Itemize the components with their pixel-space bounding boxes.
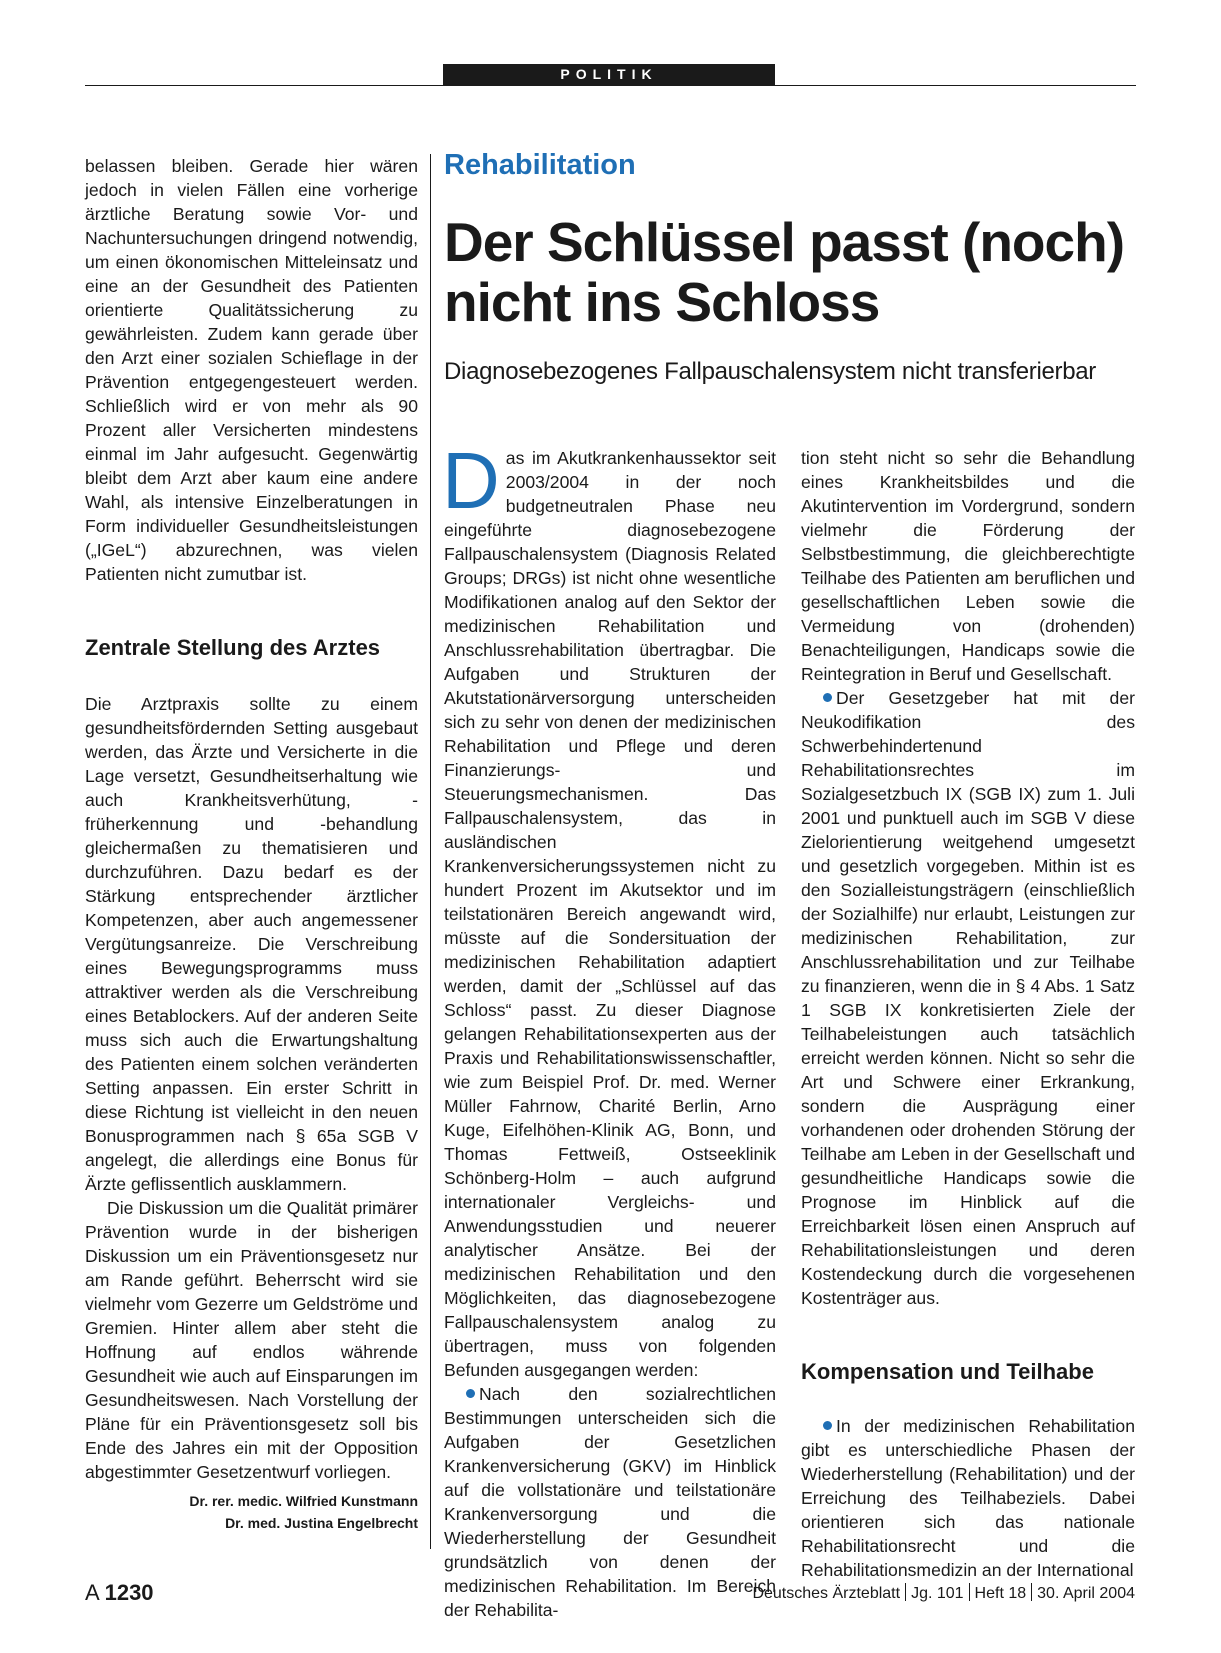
- page-number: [85, 1580, 154, 1606]
- middle-paragraph-1: [442, 436, 776, 1382]
- middle-paragraph-2: [444, 1382, 776, 1622]
- section-label: POLITIK: [443, 64, 775, 85]
- middle-paragraph-1-text: as im Akutkrankenhaussektor seit 2003/2004 in der noch budgetneutralen Phase neu eingeführte diagnosebezogene Fallpauschalensystem (Diagnosis Related Groups; DRGs) ist nicht ohne wesentliche Modifikationen analog auf den Sektor der medizinischen Rehabilitation und Anschlussrehabilitation übertragbar. Die Aufgaben und Strukturen der Akutstationärversorgung unterscheiden sich zu sehr von denen der medizinischen Rehabilitation und Pflege und deren Finanzierungs- und Steuerungsmechanismen. Das Fallpauschalensystem, das in ausländischen Krankenversicherungssystemen nicht zu hundert Prozent im Akutsektor und im teilstationären Bereich angewandt wird, müsste auf die Sondersituation der medizinischen Rehabilitation adaptiert werden, damit der „Schlüssel auf das Schloss“ passt. Zu dieser Diagnose gelangen Rehabilitationsexperten aus der Praxis und Rehabilitationswissenschaftler, wie zum Beispiel Prof. Dr. med. Werner Müller Fahrnow, Charité Berlin, Arno Kuge, Eifelhöhen-Klinik AG, Bonn, und Thomas Fettweiß, Ostseeklinik Schönberg-Holm – auch aufgrund internationaler Vergleichs- und Anwendungsstudien und neuerer analytischer Ansätze. Bei der medizinischen Rehabilitation und den Möglichkeiten, das diagnosebezogene Fallpauschalensystem analog zu übertragen, muss von folgenden Befunden ausgegangen werden:: [444, 448, 776, 1380]
- right-paragraph-2-text: Der Gesetzgeber hat mit der Neukodifikation des Schwerbehindertenund Rehabilitationsrechtes im Sozialgesetzbuch IX (SGB IX) zum 1. Juli 2001 und punktuell auch im SGB V diese Zielorientierung weitgehend umgesetzt und gesetzlich vorgegeben. Mithin ist es den Sozialleistungsträgern (einschließlich der Sozialhilfe) nur erlaubt, Leistungen zur medizinischen Rehabilitation, zur Anschlussrehabilitation und zur Teilhabe zu finanzieren, wenn die in § 4 Abs. 1 Satz 1 SGB IX konkretisierten Ziele der Teilhabeleistungen auch tatsächlich erreicht werden können. Nicht so sehr die Art und Schwere einer Erkrankung, sondern die Ausprägung einer vorhandenen oder drohenden Störung der Teilhabe am Leben in der Gesellschaft und gesundheitliche Handicaps sowie die Prognose im Hinblick auf die Erreichbarkeit lösen einen Anspruch auf Rehabilitationsleistungen und deren Kostendeckung durch die vorgesehenen Kostenträger aus.: [801, 688, 1135, 1308]
- headline: Der Schlüssel passt (noch) nicht ins Schloss: [444, 211, 1125, 333]
- author-block: [85, 1490, 418, 1534]
- left-subheading: Zentrale Stellung des Arztes: [85, 635, 381, 660]
- journal-footer: [752, 1583, 1135, 1605]
- header-rule: [85, 85, 1136, 86]
- middle-column: [442, 436, 776, 1622]
- column-divider: [430, 154, 431, 1549]
- page-prefix: A: [85, 1580, 99, 1605]
- left-paragraph-1: belassen bleiben. Gerade hier wären jedoch in vielen Fällen eine vorherige ärztliche Beratung sowie Vor- und Nachuntersuchungen dringend notwendig, um einen ökonomischen Mitteleinsatz und eine an der Gesundheit des Patienten orientierte Qualitätssicherung zu gewährleisten. Zudem kann gerade über den Arzt einer sozialen Schieflage in der Prävention entgegengesteuert werden. Schließlich wird er von mehr als 90 Prozent aller Versicherten mindestens einmal im Jahr aufgesucht. Gegenwärtig bleibt dem Arzt aber kaum eine andere Wahl, als intensive Einzelberatungen in Form individueller Gesundheitsleistungen („IGeL“) abzurechnen, was vielen Patienten nicht zumutbar ist.: [85, 156, 418, 584]
- author-1: Dr. rer. medic. Wilfried Kunstmann: [189, 1493, 418, 1509]
- right-paragraph-3: [801, 1414, 1135, 1582]
- author-2: Dr. med. Justina Engelbrecht: [225, 1515, 418, 1531]
- kicker: Rehabilitation: [444, 149, 636, 181]
- bullet-dot-icon: [823, 1421, 832, 1430]
- left-paragraph-3: Die Diskussion um die Qualität primärer Prävention wurde in der bisherigen Diskussion um ein Präventionsgesetz nur am Rande geführt. Beherrscht wird sie vielmehr vom Gezerre um Geldströme und Gremien. Hinter allem aber steht die Hoffnung auf endlos währende Gesundheit wie auch auf Einsparungen im Gesundheitswesen. Nach Vorstellung der Pläne für ein Präventionsgesetz soll bis Ende des Jahres ein mit der Opposition abgestimmter Gesetzentwurf vorliegen.: [85, 1198, 418, 1482]
- right-subheading: Kompensation und Teilhabe: [801, 1359, 1094, 1384]
- page-number-value: 1230: [104, 1580, 154, 1605]
- journal-name: Deutsches Ärzteblatt: [752, 1585, 901, 1602]
- footer-separator: [1031, 1583, 1032, 1601]
- right-paragraph-3-text: In der medizinischen Rehabilitation gibt es unterschiedliche Phasen der Wiederherstellung (Rehabilitation) und der Erreichung des Teilhabeziels. Dabei orientieren sich das nationale Rehabilitationsrecht und die Rehabilitationsmedizin an der International: [801, 1416, 1135, 1580]
- footer-separator: [969, 1583, 970, 1601]
- middle-paragraph-2-text: Nach den sozialrechtlichen Bestimmungen unterscheiden sich die Aufgaben der Gesetzlichen Krankenversicherung (GKV) im Hinblick auf die vollstationäre und teilstationäre Krankenversorgung und die Wiederherstellung der Gesundheit grundsätzlich von denen der medizinischen Rehabilitation. Im Bereich der Rehabilita-: [444, 1384, 776, 1620]
- right-paragraph-2: [801, 686, 1135, 1310]
- left-paragraph-2: Die Arztpraxis sollte zu einem gesundheitsfördernden Setting ausgebaut werden, das Ärzte und Versicherte in die Lage versetzt, Gesundheitserhaltung wie auch Krankheitsverhütung, -früherkennung und -behandlung gleichermaßen zu thematisieren und durchzuführen. Dazu bedarf es der Stärkung entsprechender ärztlicher Kompetenzen, aber auch angemessener Vergütungsanreize. Die Verschreibung eines Bewegungsprogramms muss attraktiver werden als die Verschreibung eines Betablockers. Auf der anderen Seite muss sich auch die Erwartungshaltung des Patienten einem solchen veränderten Setting anpassen. Ein erster Schritt in diese Richtung ist vielleicht in den neuen Bonusprogrammen nach § 65a SGB V angelegt, die allerdings eine Bonus für Ärzte geflissentlich ausklammern.: [85, 694, 418, 1194]
- journal-volume: Jg. 101: [911, 1585, 964, 1602]
- bullet-dot-icon: [823, 693, 832, 702]
- journal-date: 30. April 2004: [1037, 1585, 1135, 1602]
- right-column: [801, 446, 1135, 1582]
- right-paragraph-1: tion steht nicht so sehr die Behandlung eines Krankheitsbildes und die Akutintervention im Vordergrund, sondern vielmehr die Förderung der Selbstbestimmung, die gleichberechtigte Teilhabe des Patienten am beruflichen und gesellschaftlichen Leben sowie die Vermeidung von (drohenden) Benachteiligungen, Handicaps sowie die Reintegration in Beruf und Gesellschaft.: [801, 448, 1135, 684]
- journal-issue: Heft 18: [974, 1585, 1027, 1602]
- drop-cap: D: [442, 436, 500, 525]
- bullet-dot-icon: [466, 1389, 475, 1398]
- left-column: [85, 154, 418, 1534]
- deck: Diagnosebezogenes Fallpauschalensystem nicht transferierbar: [444, 358, 1097, 385]
- footer-separator: [905, 1583, 906, 1601]
